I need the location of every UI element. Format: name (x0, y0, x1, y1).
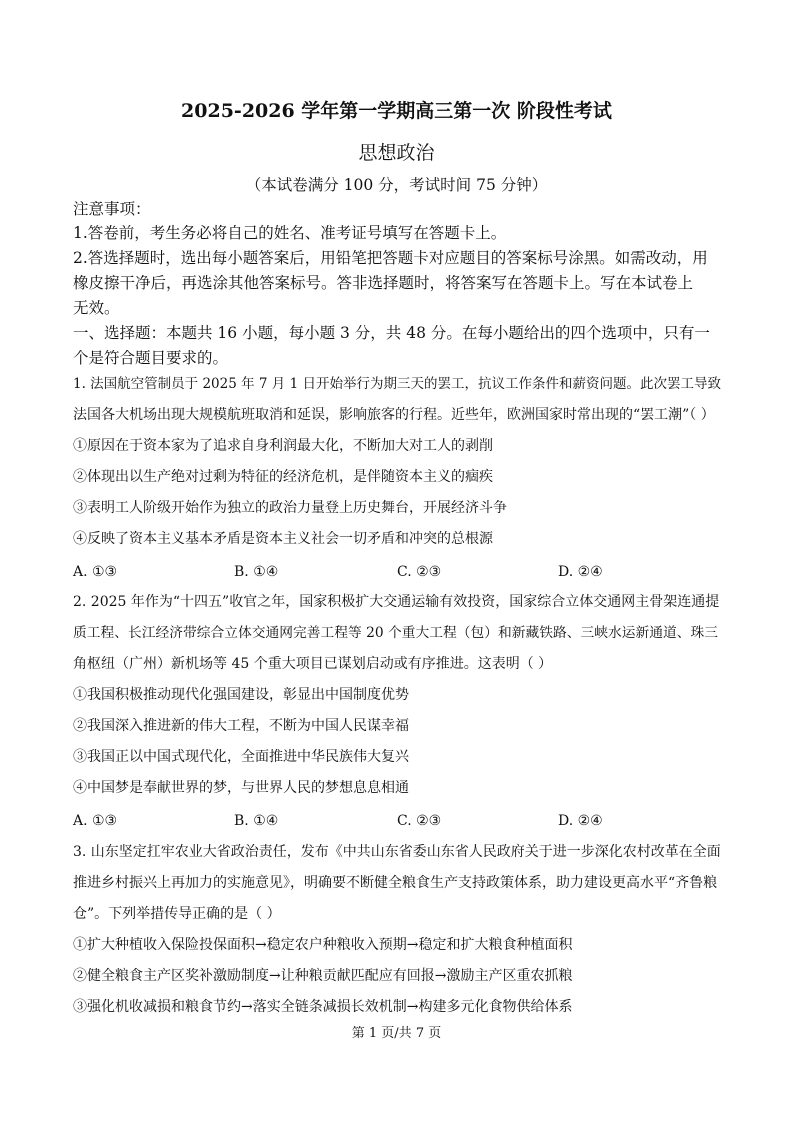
question-2-option-b[interactable]: B. ①④ (234, 813, 279, 829)
question-3-stem: 3. 山东坚定扛牢农业大省政治责任，发布《中共山东省委山东省人民政府关于进一步深化农村改革在全面 (73, 844, 721, 860)
question-1-option-c[interactable]: C. ②③ (397, 564, 442, 580)
question-1-item: ③表明工人阶级开始作为独立的政治力量登上历史舞台，开展经济斗争 (73, 500, 507, 516)
section-heading: 一、选择题：本题共 16 小题，每小题 3 分，共 48 分。在每小题给出的四个选项中，只有一 (73, 324, 710, 342)
question-3-stem: 仓”。下列举措传导正确的是（ ） (73, 906, 281, 922)
question-1-item: ②体现出以生产绝对过剩为特征的经济危机，是伴随资本主义的痼疾 (73, 469, 493, 485)
question-1-stem: 1. 法国航空管制员于 2025 年 7 月 1 日开始举行为期三天的罢工，抗议工作条件和薪资问题。此次罢工导致 (73, 376, 721, 392)
question-2-item: ②我国深入推进新的伟大工程，不断为中国人民谋幸福 (73, 718, 409, 734)
question-1-stem: 法国各大机场出现大规模航班取消和延误，影响旅客的行程。近些年，欧洲国家时常出现的“罢工潮”（ ） (73, 407, 715, 423)
question-2-stem: 2. 2025 年作为“十四五”收官之年，国家积极扩大交通运输有效投资，国家综合立体交通网主骨架连通提 (73, 594, 720, 610)
question-2-item: ③我国正以中国式现代化，全面推进中华民族伟大复兴 (73, 749, 409, 765)
question-2-stem: 角枢纽（广州）新机场等 45 个重大项目已谋划启动或有序推进。这表明（ ） (73, 656, 553, 672)
question-2-item: ①我国积极推动现代化强国建设，彰显出中国制度优势 (73, 687, 409, 703)
page-footer: 第 1 页/共 7 页 (351, 1026, 442, 1041)
question-1-option-d[interactable]: D. ②④ (558, 564, 603, 580)
section-heading-cont: 个是符合题目要求的。 (73, 349, 229, 367)
note-item-2-cont: 无效。 (73, 299, 120, 317)
question-3-item: ②健全粮食主产区奖补激励制度→让种粮贡献匹配应有回报→激励主产区重农抓粮 (73, 968, 573, 984)
notes-heading: 注意事项： (73, 200, 151, 218)
note-item-1: 1.答卷前，考生务必将自己的姓名、准考证号填写在答题卡上。 (73, 224, 507, 242)
question-2-item: ④中国梦是奉献世界的梦，与世界人民的梦想息息相通 (73, 780, 409, 796)
note-item-2: 2.答选择题时，选出每小题答案后，用铅笔把答题卡对应题目的答案标号涂黑。如需改动，用 (73, 249, 708, 267)
question-1-option-a[interactable]: A. ①③ (73, 564, 118, 580)
question-3-item: ①扩大种植收入保险投保面积→稳定农户种粮收入预期→稳定和扩大粮食种植面积 (73, 937, 573, 953)
question-1-item: ④反映了资本主义基本矛盾是资本主义社会一切矛盾和冲突的总根源 (73, 531, 493, 547)
question-2-stem: 质工程、长江经济带综合立体交通网完善工程等 20 个重大工程（包）和新藏铁路、三峡水运新通道、珠三 (73, 625, 718, 641)
question-2-option-a[interactable]: A. ①③ (73, 813, 118, 829)
exam-meta: （本试卷满分 100 分，考试时间 75 分钟） (245, 176, 548, 194)
question-1-option-b[interactable]: B. ①④ (234, 564, 279, 580)
subject-title: 思想政治 (358, 142, 435, 164)
question-3-stem: 推进乡村振兴上再加力的实施意见》，明确要不断健全粮食生产支持政策体系，助力建设更高水平“齐鲁粮 (73, 875, 718, 891)
question-1-item: ①原因在于资本家为了追求自身利润最大化，不断加大对工人的剥削 (73, 438, 493, 454)
exam-title: 2025-2026 学年第一学期高三第一次 阶段性考试 (181, 100, 612, 122)
note-item-2-cont: 橡皮擦干净后，再选涂其他答案标号。答非选择题时，将答案写在答题卡上。写在本试卷上 (73, 274, 694, 292)
question-2-option-d[interactable]: D. ②④ (558, 813, 603, 829)
question-3-item: ③强化机收减损和粮食节约→落实全链条减损长效机制→构建多元化食物供给体系 (73, 999, 573, 1015)
question-2-option-c[interactable]: C. ②③ (397, 813, 442, 829)
